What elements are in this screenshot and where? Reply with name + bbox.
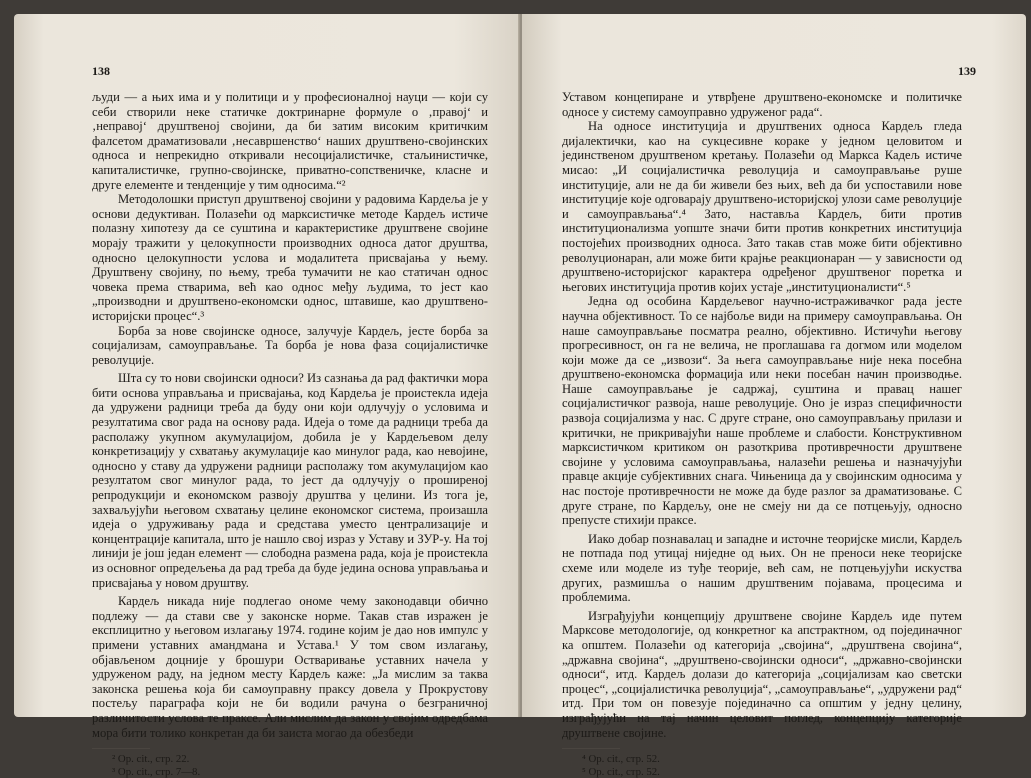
- left-page: [14, 14, 520, 778]
- paragraph: Једна од особина Кардељевог научно-истраживачког рада јесте научна објективност. То се најбоље види на примеру самоуправљања. Он наше самоуправљање посматра реално, објективно. Истичући његову прогресивност, он га не велича, не проглашава га догмом или моделом који може да се „извози“. За њега самоуправљање није нека посебна друштвено-економска формација или неки посебан начин производње. Наше самоуправљање је садржај, суштина и правац нашег социјалистичког развоја, наше револуције. Оно је израз специфичности развоја социјализма у нас. С друге стране, оно самоуправљању прилази и критички, не прикривајући наше проблеме и слабости. Конструктивном марксистичком критиком он разоткрива противречности друштвене својине у условима самоуправљања, налазећи решења и назначујући правце акције субјективних снага. Чињеница да у својинским односима у нас постоје противречности не може да буде разлог за драматизовање. С друге стране, по Кардељу, оне не смеју ни да се потцењују, односно препусте стихији праксе.: [562, 294, 962, 528]
- paragraph: људи — а њих има и у политици и у професионалној науци — који су себи створили неке статичке доктринарне формуле о ‚правој‘ и ‚неправој‘ друштвеној својини, да би затим високим критичким фалсетом драматизовали ‚несавршенство‘ наших друштвено-својинских односа и непрекидно откривали несоцијалистичке, стаљинистичке, капиталистичке, групно-својинске, приватно-сопственичке, класне и друге елементе и тенденције у тим односима.“²: [92, 90, 488, 192]
- footnote: ² Op. cit., стр. 22.: [112, 753, 190, 766]
- paragraph: Шта су то нови својински односи? Из сазнања да рад фактички мора бити основа управљања и присвајања, код Кардеља је проистекла идеја да удружени радници треба да буду они који одлучују о условима и резултатима свог рада на основу рада. Идеја о томе да радници треба да располажу укупном акумулацијом, добила је у Кардељевом делу конкретизацију у схватању акумулације као минулог рада, као невојине, односно у ставу да удружени радници располажу том акумулацијом као резултатом свог минулог рада, то јест да одлучују о проширеној репродукцији и економском развоју друштва у целини. Из тога је, захваљујући његовом схватању целине економског система, произашла идеја о удруживању рада и средстава уместо централизације и концентрације капитала, што је нашло свој израз у Уставу и ЗУР-у. На тој линији је још један елемент — слободна размена рада, која је проистекла из основног опредељења да рад треба да буде једина основа управљања и присвајања у новом друштву.: [92, 371, 488, 590]
- paragraph: Иако добар познавалац и западне и источне теоријске мисли, Кардељ не потпада под утицај ниједне од њих. Он не преноси неке теоријске схеме или моделе из туђе теорије, већ сам, не потцењујући искуства других, размишља о нашим друштвеним појавама, процесима и проблемима.: [562, 531, 962, 605]
- footnote-divider: [92, 748, 150, 749]
- footnote: ⁴ Op. cit., стр. 52.: [582, 753, 660, 766]
- right-page: [522, 14, 1026, 778]
- paragraph: На односе институција и друштвених односа Кардељ гледа дијалектички, као на сукцесивне кораке у једном целовитом и јединственом друштвеном кретању. Полазећи од Маркса Кадељ истиче мисао: „И социјалистичка револуција и самоуправљање руше институције, али не да би живели без њих, већ да би успоставили нове институције које одговарају друштвено-историјској улози саме револуције и самоуправљања“.⁴ Зато, наставља Кардељ, бити против институционализма уопште значи бити против конкретних институција постојећих производних односа. Зато такав став може бити објективно револуционаран, али може бити крајње реакционаран — у зависности од друштвено-историјског карактера одређеног друштвеног поретка и његових институција против којих устаје „институционалисти“.⁵: [562, 119, 962, 294]
- left-page-body: [92, 90, 488, 778]
- paragraph: Уставом концепиране и утврђене друштвено-економске и политичке односе у систему самоуправно удруженог рада“.: [562, 90, 962, 119]
- paragraph: Методолошки приступ друштвеној својини у радовима Кардеља је у основи дедуктиван. Полазећи од марксистичке методе Кардељ истиче полазну хипотезу да се суштина и карактеристике друштвене својине морају тражити у целокупности производних односа датог друштва, односно целокупности услова и модалитета присвајања у њему. Друштвену својину, по њему, треба тумачити не као статичан однос човека према стварима, већ као однос међу људима, то јест као „производни и друштвено-економски однос, штавише, као друштвено-историјски процес“.³: [92, 192, 488, 323]
- page-number-left: 138: [92, 64, 110, 78]
- footnote-divider: [562, 748, 620, 749]
- paragraph: Кардељ никада није подлегао ономе чему законодавци обично подлежу — да стави све у законске норме. Такав став изражен је експлицитно у његовом излагању 1974. године којим је дао нов импулс у примени уставних амандмана и Устава.¹ У том свом излагању, објављеном доцније у брошури Остваривање уставних начела у удруженом раду, на једном месту Кардељ каже: „Ја мислим за таква законска решења која би самоуправну праксу довела у Прокрустову постељу параграфа који не би водили рачуна о безграничној различитости услова те праксе. Али мислим да закон у својим одредбама мора бити толико конкретан да би заиста могао да обезбеди: [92, 594, 488, 740]
- page-number-right: 139: [958, 64, 976, 78]
- footnote: ³ Op. cit., стр. 7—8.: [112, 765, 201, 778]
- footnote: ⁵ Op. cit., стр. 52.: [582, 765, 660, 778]
- right-page-body: [562, 90, 962, 778]
- paragraph: Изграђујући концепцију друштвене својине Кардељ иде путем Марксове методологије, од конкретног ка апстрактном, од појединачног ка општем. Полазећи од категорија „својина“, „друштвена својина“, „државна својина“, „друштвено-својински односи“, „државно-својински односи“, итд. Кардељ долази до категорија „социјализам као светски процес“, „социјалистичка револуција“, „самоуправљање“, „удружени рад“ итд. При том он повезује појединачно са општим у једну целину, изграђујући на тај начин целовит поглед, концепцију категорије друштвене својине.: [562, 608, 962, 740]
- paragraph: Борба за нове својинске односе, залучује Кардељ, јесте борба за социјализам, самоуправљање. Та борба је нова фаза социјалистичке револуције.: [92, 323, 488, 367]
